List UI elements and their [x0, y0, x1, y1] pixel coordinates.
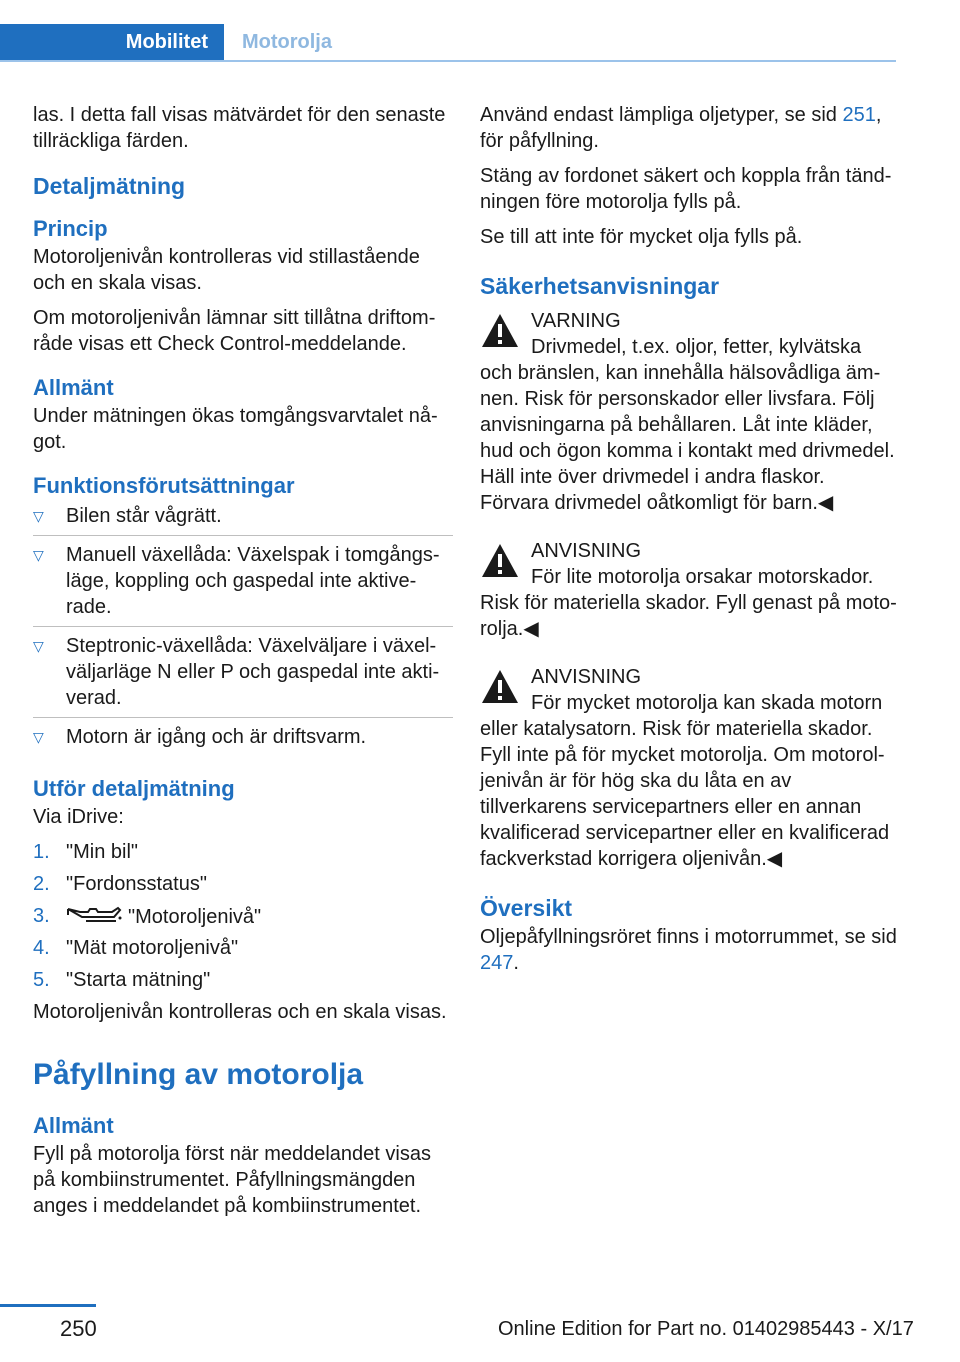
list-item: 1. "Min bil"	[33, 841, 138, 863]
princip-paragraph-2: Om motoroljenivån lämnar sitt tillåtna driftområde visas ett Check Control-meddelande.	[33, 307, 436, 355]
princip-paragraph-1: Motoroljenivån kontrolleras vid stillastående och en skala visas.	[33, 246, 420, 294]
notice-block	[480, 538, 898, 642]
page-number: 250	[60, 1316, 97, 1341]
section-tab-motorolja: Motorolja	[242, 30, 332, 53]
warning-block	[480, 308, 898, 516]
edition-text: Online Edition for Part no. 01402985443 - X/17	[498, 1318, 914, 1340]
warning-lead: Drivmedel, t.ex. oljor, fetter, kylvätska	[531, 336, 862, 358]
allmant-paragraph: Under mätningen ökas tomgångsvarvtalet något.	[33, 405, 438, 453]
heading-sakerhetsanvisningar: Säkerhetsanvisningar	[480, 273, 720, 299]
via-idrive: Via iDrive:	[33, 806, 124, 828]
after-steps-paragraph: Motoroljenivån kontrolleras och en skala visas.	[33, 1001, 447, 1023]
warning-triangle-icon	[480, 312, 520, 350]
heading-oversikt: Översikt	[480, 895, 573, 921]
heading-detaljmatning: Detaljmätning	[33, 173, 186, 199]
list-item: 3. "Motoroljenivå"	[33, 903, 453, 929]
triangle-down-icon: ▽	[33, 729, 44, 745]
list-item: ▽ Motorn är igång och är driftsvarm.	[33, 726, 367, 748]
dont-overfill-paragraph: Se till att inte för mycket olja fylls på.	[480, 226, 803, 248]
steps-list	[33, 839, 453, 993]
page-link-247[interactable]: 247	[480, 952, 514, 974]
oil-type-paragraph: Använd endast lämpliga oljetyper, se sid 251, för påfyllning.	[480, 104, 882, 152]
heading-funktionsforutsattningar: Funktionsförutsättningar	[33, 473, 295, 498]
notice-body: Risk för materiella skador. Fyll genast på motorolja.◀	[480, 592, 897, 640]
list-item: 2. "Fordonsstatus"	[33, 873, 207, 895]
list-item: 5. "Starta mätning"	[33, 969, 211, 991]
list-item: ▽ Steptronic-växellåda: Växelväljare i växelväljarläge N eller P och gaspedal inte aktiverad.	[33, 633, 453, 718]
warning-triangle-icon	[480, 668, 520, 706]
section-tab-mobilitet: Mobilitet	[0, 24, 224, 60]
page-header	[0, 24, 896, 62]
prerequisites-list	[33, 503, 453, 756]
notice-title: ANVISNING	[531, 540, 642, 562]
left-column	[33, 102, 453, 1228]
heading-princip: Princip	[33, 216, 108, 241]
triangle-down-icon: ▽	[33, 638, 44, 654]
list-item: 4. "Mät motoroljenivå"	[33, 937, 239, 959]
heading-utfor-detaljmatning: Utför detaljmätning	[33, 776, 235, 801]
heading-allmant-2: Allmänt	[33, 1113, 114, 1138]
heading-pafyllning: Påfyllning av motorolja	[33, 1058, 364, 1091]
notice-lead: För lite motorolja orsakar motorskador.	[531, 566, 874, 588]
list-item: ▽ Bilen står vågrätt.	[33, 503, 453, 536]
switch-off-paragraph: Stäng av fordonet säkert och koppla från tändningen före motorolja fylls på.	[480, 165, 892, 213]
oversikt-paragraph: Oljepåfyllningsröret finns i motorrummet, se sid 247.	[480, 926, 897, 974]
list-item: ▽ Manuell växellåda: Växelspak i tomgångsläge, koppling och gaspedal inte aktiverade.	[33, 542, 453, 627]
header-rule	[0, 60, 896, 62]
notice-lead: För mycket motorolja kan skada motorn	[531, 692, 883, 714]
warning-triangle-icon	[480, 542, 520, 580]
triangle-down-icon: ▽	[33, 547, 44, 563]
oil-can-icon	[66, 903, 122, 932]
triangle-down-icon: ▽	[33, 508, 44, 524]
intro-paragraph: las. I detta fall visas mätvärdet för den senaste tillräckliga färden.	[33, 104, 446, 152]
page-link-251[interactable]: 251	[842, 104, 876, 126]
warning-body: och bränslen, kan innehålla hälsovådliga ämnen. Risk för personskador eller livsfara. Följ anvisningarna på behållaren. Låt inte kläder, hud och ögon komma i kontakt med drivmedel. Häll inte över drivmedel i andra flaskor. Förvara drivmedel oåtkomligt för barn.◀	[480, 362, 895, 514]
notice-body: eller katalysatorn. Risk för materiella skador. Fyll inte på för mycket motorolja. Om motoroljenivån är för hög ska du låta en av tillverkarens servicepartners eller en annan kvalificerad servicepartner eller en kvalificerad fackverkstad korrigera oljenivån.◀	[480, 718, 890, 870]
allmant-2-paragraph: Fyll på motorolja först när meddelandet visas på kombiinstrumentet. Påfyllningsmängden anges i meddelandet på kombiinstrumentet.	[33, 1143, 431, 1217]
notice-block	[480, 664, 898, 872]
right-column	[480, 102, 898, 985]
notice-title: ANVISNING	[531, 666, 642, 688]
warning-title: VARNING	[531, 310, 621, 332]
footer-rule	[0, 1304, 96, 1307]
heading-allmant: Allmänt	[33, 375, 114, 400]
